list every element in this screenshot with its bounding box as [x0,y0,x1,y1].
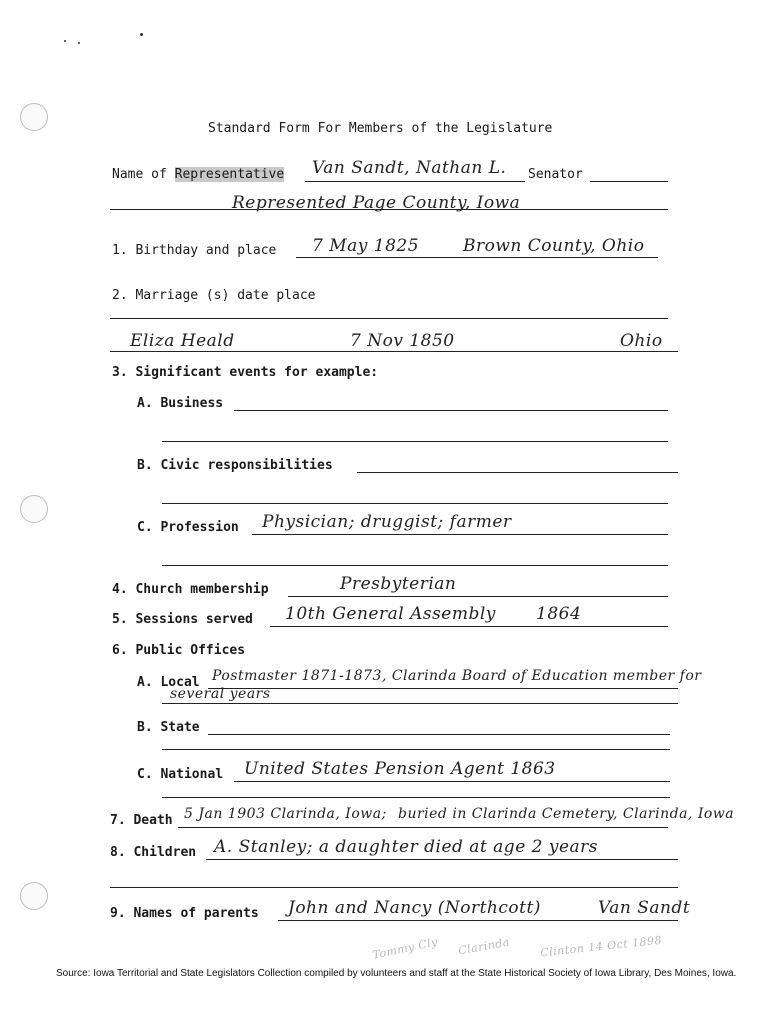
children-underline-1 [206,859,678,860]
birthplace-answer: Brown County, Ohio [463,236,645,256]
state-office-underline-2 [162,749,670,750]
speck-mark [78,42,80,44]
local-office-answer-1: Postmaster 1871-1873, Clarinda Board of Education member for [212,668,702,684]
church-underline [288,596,668,597]
sessions-label: 5. Sessions served [112,612,253,627]
local-office-underline-1 [208,688,678,689]
punch-hole [20,495,48,523]
sessions-underline [270,626,668,627]
birthday-answer: 7 May 1825 [312,236,420,256]
civic-label: B. Civic responsibilities [137,458,333,473]
name-underline [305,181,525,182]
national-office-answer: United States Pension Agent 1863 [244,759,556,779]
punch-hole [20,103,48,131]
church-label: 4. Church membership [112,582,269,597]
marriage-spouse-answer: Eliza Heald [130,331,235,351]
parents-label: 9. Names of parents [110,906,259,921]
state-office-label: B. State [137,720,200,735]
name-label-prefix: Name of [112,167,175,182]
local-office-underline-2 [162,703,678,704]
business-label: A. Business [137,396,224,411]
church-answer: Presbyterian [340,574,457,594]
death-label: 7. Death [110,813,173,828]
burial-answer: buried in Clarinda Cemetery, Clarinda, Iowa [398,806,735,822]
speck-mark [140,33,143,36]
children-underline-2 [110,887,678,888]
representative-label: Representative [174,167,285,182]
children-label: 8. Children [110,845,197,860]
pencil-note: Tommy Cly [371,935,439,962]
marriage-label: 2. Marriage (s) date place [112,288,316,303]
marriage-underline-2 [110,351,678,352]
death-underline [178,827,668,828]
name-answer: Van Sandt, Nathan L. [312,158,507,178]
pencil-note: Clarinda [457,935,511,958]
marriage-date-answer: 7 Nov 1850 [350,331,455,351]
civic-underline-2 [162,503,668,504]
children-answer: A. Stanley; a daughter died at age 2 years [214,837,599,857]
national-office-label: C. National [137,767,224,782]
profession-underline-2 [162,565,668,566]
business-underline-2 [162,441,668,442]
sessions-year-answer: 1864 [536,604,582,624]
name-label [112,167,284,182]
parents-underline [278,920,678,921]
parents-surname-answer: Van Sandt [598,898,691,918]
profession-underline-1 [252,534,668,535]
pencil-note: Clinton 14 Oct 1898 [539,933,663,960]
birthday-label: 1. Birthday and place [112,243,277,258]
punch-hole [20,882,48,910]
senator-label: Senator [528,167,583,182]
death-answer: 5 Jan 1903 Clarinda, Iowa; [184,806,387,822]
state-office-underline-1 [208,734,670,735]
public-offices-label: 6. Public Offices [112,643,246,658]
parents-answer: John and Nancy (Northcott) [288,898,541,918]
senator-underline [590,181,668,182]
national-office-underline-2 [162,797,670,798]
local-office-label: A. Local [137,675,200,690]
represented-answer: Represented Page County, Iowa [232,193,521,213]
business-underline-1 [234,410,668,411]
profession-answer: Physician; druggist; farmer [262,512,512,532]
speck-mark [64,40,66,42]
form-title: Standard Form For Members of the Legislature [208,121,553,136]
civic-underline-1 [357,472,678,473]
marriage-place-answer: Ohio [620,331,663,351]
local-office-answer-2: several years [170,686,271,702]
events-label: 3. Significant events for example: [112,365,379,380]
sessions-answer: 10th General Assembly [285,604,496,624]
represented-underline [110,209,668,210]
marriage-underline-1 [110,318,668,319]
source-footer: Source: Iowa Territorial and State Legislators Collection compiled by volunteers and staff at the State Historical Society of Iowa Library, Des Moines, Iowa. [56,968,737,979]
profession-label: C. Profession [137,520,239,535]
national-office-underline-1 [234,781,670,782]
birthday-underline [296,257,658,258]
